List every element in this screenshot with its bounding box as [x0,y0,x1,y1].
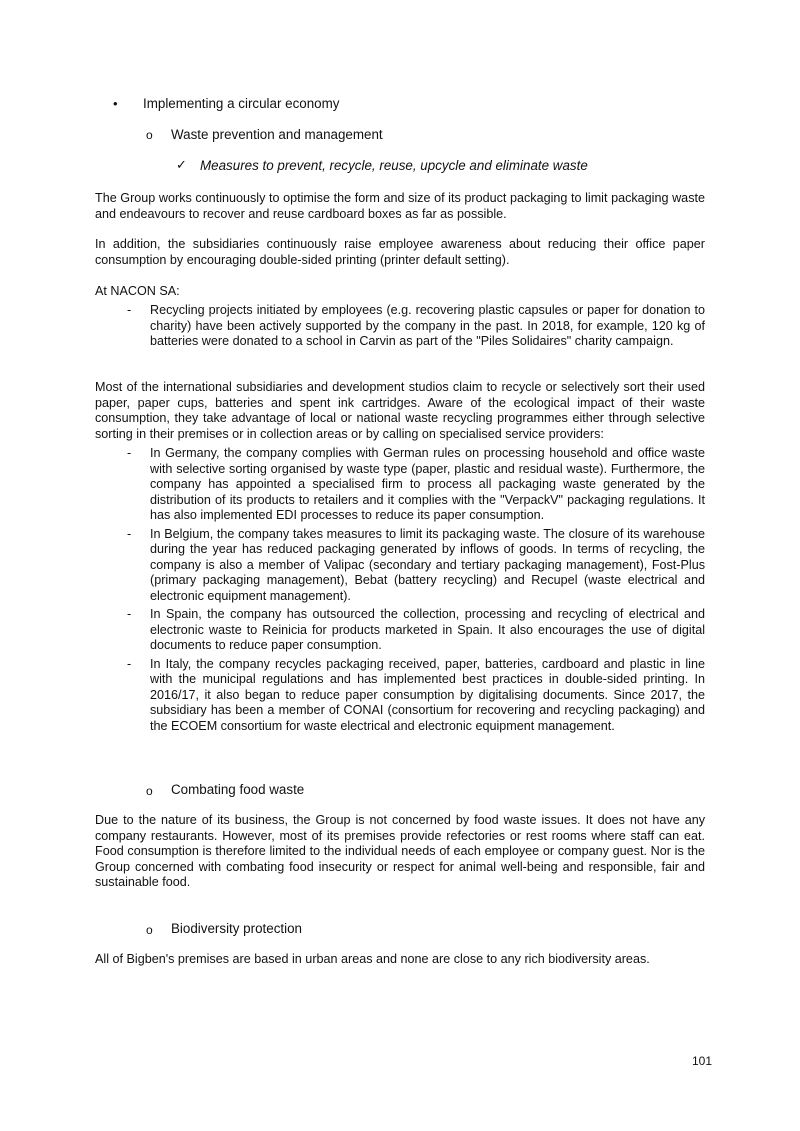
checkmark-icon: ✓ [176,157,187,172]
list-dash: - [127,526,132,541]
food-heading-bullet: o [146,784,153,798]
paragraph-biodiversity: All of Bigben's premises are based in urban areas and none are close to any rich biodiversity areas. [95,952,650,966]
list-item-text-germany: In Germany, the company complies with German rules on processing household and office waste with selective sorting organised by waste type (paper, plastic and residual waste). Furthermore, the company has appointed a specialised firm to process all packaging waste generated by the distribution of its products to retailers and it complies with the "VerpackV" packaging regulations. It has also implemented EDI processes to reduce its paper consumption. [150,446,705,522]
paragraph-office-paper: In addition, the subsidiaries continuously raise employee awareness about reducing their office paper consumption by encouraging double-sided printing (printer default setting). [95,237,705,267]
heading-waste-prevention: Waste prevention and management [171,127,383,142]
list-dash: - [127,607,132,621]
list-item [95,607,705,654]
heading-circular-economy: Implementing a circular economy [143,96,340,111]
heading-food-waste: Combating food waste [171,782,305,797]
list-item-text: Recycling projects initiated by employees (e.g. recovering plastic capsules or paper for donation to charity) have been actively supported by the company in the past. In 2018, for example, 120 kg of batteries were donated to a school in Carvin as part of the "Piles Solidaires" charity campaign. [150,303,705,348]
paragraph-packaging: The Group works continuously to optimise the form and size of its product packaging to limit packaging waste and endeavours to recover and reuse cardboard boxes as far as possible. [95,191,705,221]
heading1-bullet: • [113,96,118,111]
list-item [95,446,705,524]
list-dash: - [127,446,132,460]
list-item [95,657,705,735]
list-dash: - [127,656,132,671]
heading2-bullet: o [146,128,153,142]
paragraph-nacon-intro: At NACON SA: [95,284,180,298]
nacon-list [95,303,705,353]
paragraph-international: Most of the international subsidiaries and development studios claim to recycle or selectively sort their used paper, paper cups, batteries and spent ink cartridges. Aware of the ecological impact of their waste consumption, they take advantage of local or national waste recycling programmes either through selective sorting in their premises or in collection areas or by calling on specialised service providers: [95,380,705,441]
list-item-text-italy: In Italy, the company recycles packaging received, paper, batteries, cardboard and plastic in line with the municipal regulations and has implemented best practices in double-sided printing. In 2016/17, it also began to reduce paper consumption by digitalising documents. Since 2017, the subsidiary has been a member of CONAI (consortium for recovering and recycling packaging) and the ECOEM consortium for waste electrical and electronic equipment management. [150,656,705,733]
paragraph-food-waste: Due to the nature of its business, the Group is not concerned by food waste issues. It does not have any company restaurants. However, most of its premises provide refectories or rest rooms where staff can eat. Food consumption is therefore limited to the individual needs of each employee or company guest. Nor is the Group concerned with combating food insecurity or respect for animal well-being and responsible, fair and sustainable food. [95,813,705,889]
heading-biodiversity: Biodiversity protection [171,921,302,936]
international-list [95,446,705,737]
heading-waste-measures: Measures to prevent, recycle, reuse, upcycle and eliminate waste [200,158,588,173]
list-dash: - [127,303,132,317]
list-item-text-spain: In Spain, the company has outsourced the collection, processing and recycling of electrical and electronic waste to Reinicia for products marketed in Spain. It also encourages the use of digital documents to reduce paper consumption. [150,607,705,652]
biodiversity-heading-bullet: o [146,923,153,937]
list-item-text-belgium: In Belgium, the company takes measures to limit its packaging waste. The closure of its warehouse during the year has reduced packaging generated by inflows of goods. In terms of recycling, the company is also a member of Valipac (secondary and tertiary packaging management), Fost-Plus (primary packaging management), Bebat (battery recycling) and Recupel (waste electrical and electronic equipment management). [150,526,705,603]
list-item [95,303,705,350]
page-number: 101 [692,1054,713,1068]
list-item [95,527,705,605]
